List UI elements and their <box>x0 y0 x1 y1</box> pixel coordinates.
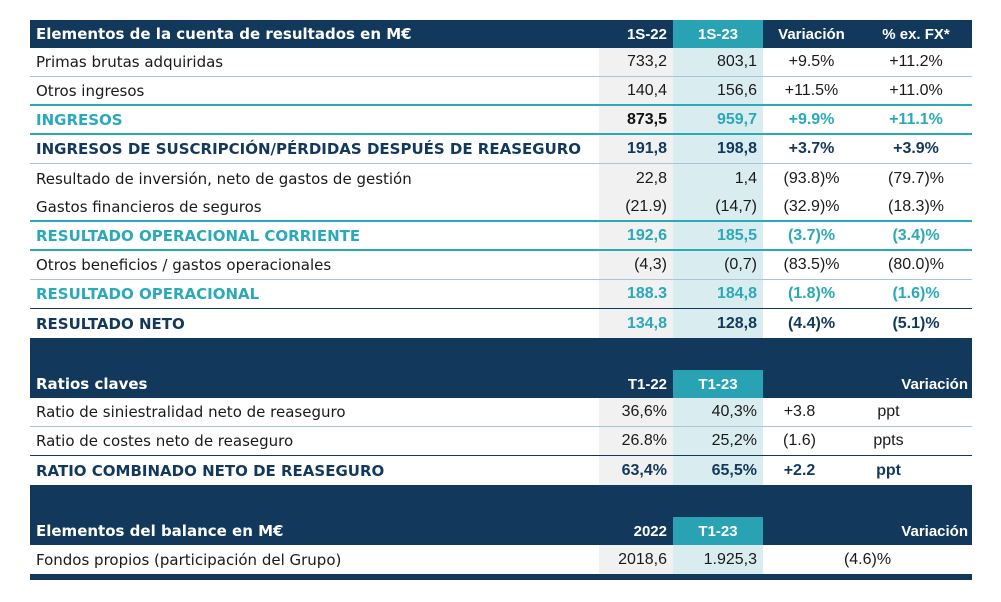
cell-prev: 22,8 <box>599 164 673 193</box>
cell-curr: (0,7) <box>673 251 763 279</box>
row-label: Otros ingresos <box>36 81 145 100</box>
cell-curr: 65,5% <box>673 456 763 485</box>
table-row <box>30 427 972 456</box>
column-header-prev-period: T1-22 <box>627 375 667 393</box>
table-row-resultado-operacional <box>30 280 972 309</box>
cell-curr: 803,1 <box>673 48 763 76</box>
row-label: RESULTADO NETO <box>36 314 185 333</box>
balance-table-header-block <box>30 485 972 545</box>
cell-variation: +9.5% <box>788 53 835 70</box>
cell-ex-fx: +11.0% <box>889 81 943 99</box>
cell-variation: (3.7)% <box>787 226 836 244</box>
row-label: RESULTADO OPERACIONAL <box>36 285 260 303</box>
table-row-ratio-combinado <box>30 456 972 485</box>
row-label: Otros beneficios / gastos operacionales <box>36 256 332 274</box>
cell-variation: +11.5% <box>784 81 839 99</box>
row-label: Fondos propios (participación del Grupo) <box>36 550 342 569</box>
cell-prev: 26.8% <box>599 427 673 455</box>
cell-ex-fx: (79.7)% <box>887 169 945 187</box>
cell-prev: 2018,6 <box>599 545 673 574</box>
cell-variation: (83.5)% <box>783 256 840 273</box>
cell-ex-fx: (80.0)% <box>887 256 945 273</box>
cell-variation: +9.9% <box>788 110 835 128</box>
column-header-prev-period: 2022 <box>633 522 667 540</box>
cell-curr: 25,2% <box>673 427 763 455</box>
income-table-title: Elementos de la cuenta de resultados en M€ <box>36 25 412 43</box>
ratios-table-title: Ratios claves <box>36 375 148 393</box>
table-row-resultado-neto <box>30 309 972 338</box>
cell-curr: 1.925,3 <box>673 545 763 574</box>
cell-curr: (14,7) <box>673 193 763 220</box>
cell-ex-fx: (5.1)% <box>892 314 940 332</box>
cell-prev: 188.3 <box>599 280 673 308</box>
cell-unit: ppts <box>873 432 904 449</box>
column-header-curr-period: T1-23 <box>673 370 763 398</box>
cell-prev: 873,5 <box>599 106 673 133</box>
cell-curr: 40,3% <box>673 398 763 426</box>
table-row-fondos-propios <box>30 545 972 574</box>
cell-variation: +3.8 <box>783 403 816 420</box>
ratios-table-header-block <box>30 338 972 398</box>
column-header-variation: Variación <box>778 25 845 43</box>
row-label: Ratio de siniestralidad neto de reaseguro <box>36 403 346 421</box>
cell-curr: 1,4 <box>673 164 763 193</box>
cell-prev: (21.9) <box>599 193 673 220</box>
row-label: Primas brutas adquiridas <box>36 53 224 71</box>
column-header-ex-fx: % ex. FX* <box>882 25 950 43</box>
ratios-table-header-row <box>30 370 972 398</box>
table-row-resultado-operacional-corriente <box>30 222 972 251</box>
row-label: INGRESOS DE SUSCRIPCIÓN/PÉRDIDAS DESPUÉS DE REASEGURO <box>36 140 582 158</box>
cell-curr: 185,5 <box>673 222 763 249</box>
table-row <box>30 251 972 280</box>
balance-table <box>30 545 972 574</box>
column-header-curr-period: T1-23 <box>673 517 763 545</box>
cell-variation: (4.4)% <box>787 314 836 332</box>
cell-variation: (93.8)% <box>783 169 840 187</box>
cell-curr: 198,8 <box>673 135 763 163</box>
table-row <box>30 398 972 427</box>
cell-curr: 128,8 <box>673 309 763 338</box>
cell-prev: 191,8 <box>599 135 673 163</box>
cell-ex-fx: +11.2% <box>889 53 943 70</box>
cell-curr: 959,7 <box>673 106 763 133</box>
row-label: RESULTADO OPERACIONAL CORRIENTE <box>36 226 361 245</box>
cell-ex-fx: +3.9% <box>893 140 939 157</box>
column-header-variation: Variación <box>901 522 968 540</box>
column-header-curr-period: 1S-23 <box>673 20 763 48</box>
row-label: INGRESOS <box>36 110 123 129</box>
balance-table-header-row <box>30 517 972 545</box>
table-row-ingresos-total <box>30 106 972 135</box>
cell-prev: 63,4% <box>599 456 673 485</box>
cell-curr: 184,8 <box>673 280 763 308</box>
income-table-header-row <box>30 20 972 48</box>
cell-variation: (1.8)% <box>787 285 836 302</box>
cell-prev: (4,3) <box>599 251 673 279</box>
column-header-prev-period: 1S-22 <box>626 25 667 43</box>
row-label: Resultado de inversión, neto de gastos de gestión <box>36 169 412 188</box>
cell-prev: 36,6% <box>599 398 673 426</box>
cell-variation: (1.6) <box>783 432 816 449</box>
row-label: RATIO COMBINADO NETO DE REASEGURO <box>36 461 385 480</box>
cell-ex-fx: (18.3)% <box>887 197 945 215</box>
cell-variation: (4.6)% <box>843 550 892 568</box>
cell-curr: 156,6 <box>673 77 763 104</box>
income-statement-table <box>30 20 972 338</box>
tables-container <box>30 20 972 580</box>
cell-prev: 192,6 <box>599 222 673 249</box>
cell-variation: (32.9)% <box>783 197 840 215</box>
cell-ex-fx: (1.6)% <box>892 285 940 302</box>
row-label: Gastos financieros de seguros <box>36 197 262 216</box>
balance-table-title: Elementos del balance en M€ <box>36 522 284 540</box>
table-row <box>30 48 972 77</box>
table-row-suscripcion <box>30 135 972 164</box>
cell-unit: ppt <box>876 461 901 479</box>
cell-prev: 733,2 <box>599 48 673 76</box>
cell-prev: 140,4 <box>599 77 673 104</box>
table-row <box>30 164 972 193</box>
cell-variation: +2.2 <box>783 461 816 479</box>
column-header-variation: Variación <box>901 375 968 393</box>
cell-ex-fx: +11.1% <box>889 110 943 128</box>
table-row <box>30 193 972 222</box>
cell-variation: +3.7% <box>788 140 835 157</box>
row-label: Ratio de costes neto de reaseguro <box>36 432 294 450</box>
cell-ex-fx: (3.4)% <box>892 226 940 244</box>
ratios-table <box>30 398 972 485</box>
cell-unit: ppt <box>877 403 900 420</box>
cell-prev: 134,8 <box>599 309 673 338</box>
table-row <box>30 77 972 106</box>
bottom-bar <box>30 574 972 580</box>
